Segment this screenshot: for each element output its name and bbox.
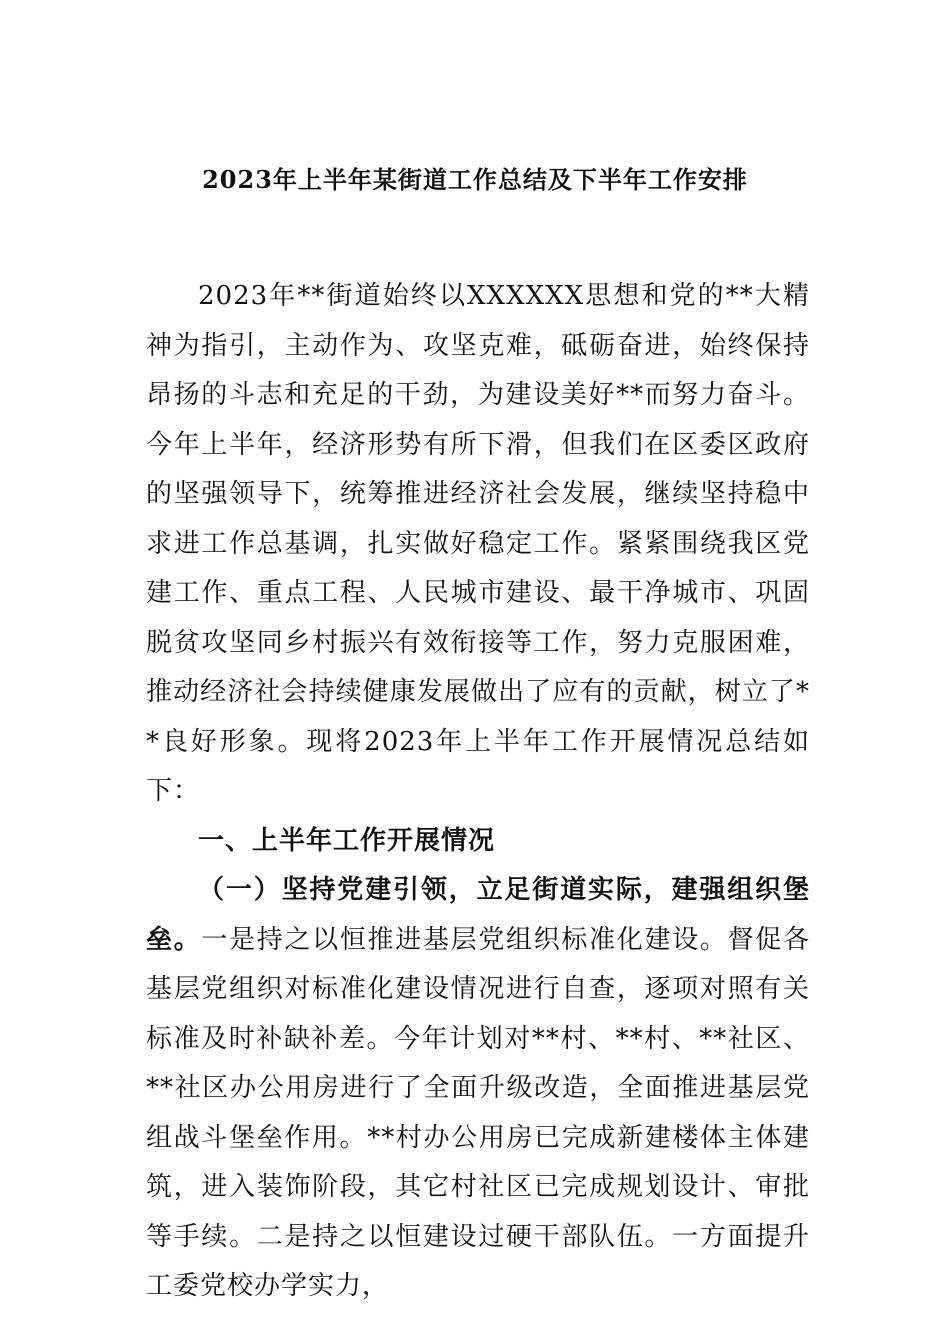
- document-title: 2023年上半年某街道工作总结及下半年工作安排: [202, 165, 748, 194]
- section-heading: 一、上半年工作开展情况: [198, 825, 496, 856]
- intro-paragraph: 2023年**街道始终以XXXXXX思想和党的**大精神为指引，主动作为、攻坚克难，砥砺奋进，始终保持昂扬的斗志和充足的干劲，为建设美好**而努力奋斗。今年上半年，经济形势有所下滑，但我们在区委区政府的坚强领导下，统筹推进经济社会发展，继续坚持稳中求进工作总基调，扎实做好稳定工作。紧紧围绕我区党建工作、重点工程、人民城市建设、最干净城市、巩固脱贫攻坚同乡村振兴有效衔接等工作，努力克服困难，推动经济社会持续健康发展做出了应有的贡献，树立了**良好形象。现将2023年上半年工作开展情况总结如下：: [146, 281, 810, 806]
- subsection-paragraph: [146, 866, 810, 1312]
- subsection-heading: （一）坚持党建引领，立足街道实际，建强组织堡垒。: [146, 875, 810, 955]
- document-body: [146, 272, 810, 1312]
- subsection-body: 一是持之以恒推进基层党组织标准化建设。督促各基层党组织对标准化建设情况进行自查，逐项对照有关标准及时补缺补差。今年计划对**村、**村、**社区、**社区办公用房进行了全面升级改造，全面推进基层党组战斗堡垒作用。**村办公用房已完成新建楼体主体建筑，进入装饰阶段，其它村社区已完成规划设计、审批等手续。二是持之以恒建设过硬干部队伍。一方面提升工委党校办学实力，: [146, 924, 810, 1301]
